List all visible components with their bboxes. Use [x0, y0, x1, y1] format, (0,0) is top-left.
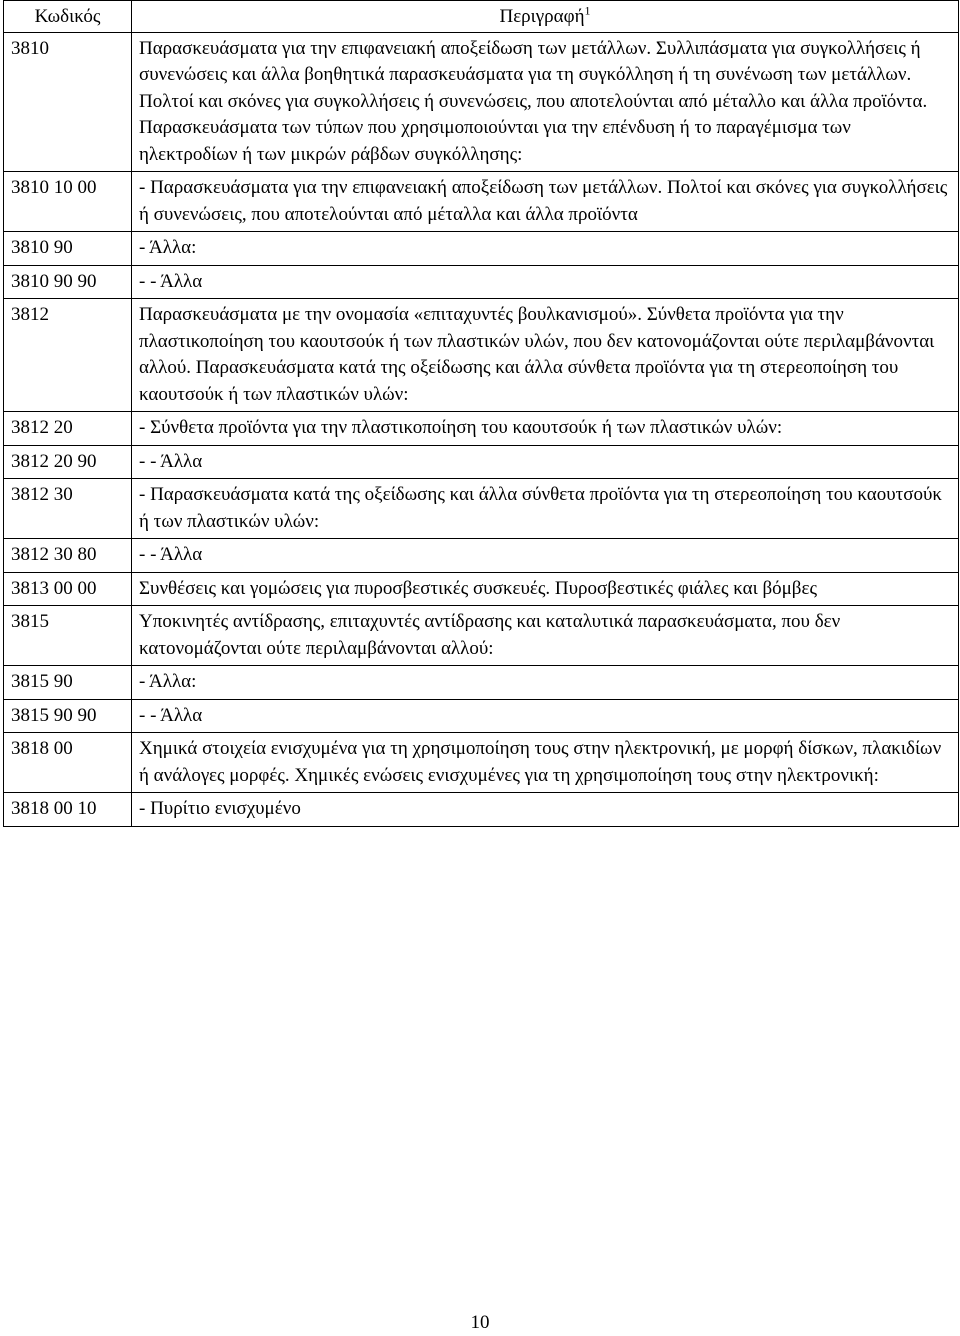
page-number: 10 — [470, 1312, 490, 1333]
row-description: - Παρασκευάσματα κατά της οξείδωσης και άλλα σύνθετα προϊόντα για τη στερεοποίηση του καουτσούκ ή των πλαστικών υλών: — [132, 479, 959, 539]
row-code: 3812 30 80 — [4, 539, 132, 573]
row-description: - - Άλλα — [132, 539, 959, 573]
row-code: 3810 — [4, 32, 132, 172]
table-row — [4, 572, 959, 606]
row-description: - Πυρίτιο ενισχυμένο — [132, 793, 959, 827]
table-row — [4, 666, 959, 700]
row-description: Χημικά στοιχεία ενισχυμένα για τη χρησιμοποίηση τους στην ηλεκτρονική, με μορφή δίσκων, πλακιδίων ή ανάλογες μορφές. Χημικές ενώσεις ενισχυμένες για τη χρησιμοποίηση τους στην ηλεκτρονική: — [132, 733, 959, 793]
row-code: 3810 10 00 — [4, 172, 132, 232]
row-description: - - Άλλα — [132, 445, 959, 479]
table-row — [4, 793, 959, 827]
row-description: - - Άλλα — [132, 265, 959, 299]
table-row — [4, 265, 959, 299]
row-code: 3815 90 90 — [4, 699, 132, 733]
footnote-marker: 1 — [584, 3, 591, 18]
row-description: Παρασκευάσματα με την ονομασία «επιταχυντές βουλκανισμού». Σύνθετα προϊόντα για την πλαστικοποίηση του καουτσούκ ή των πλαστικών υλών, που δεν κατονομάζονται ούτε περιλαμβάνονται αλλού. Παρασκευάσματα κατά της οξείδωσης και άλλα σύνθετα προϊόντα για τη στερεοποίηση του καουτσούκ ή των πλαστικών υλών: — [132, 299, 959, 412]
table-row — [4, 445, 959, 479]
table-row — [4, 733, 959, 793]
table-row — [4, 299, 959, 412]
tariff-codes-table — [3, 0, 959, 827]
header-description-label: Περιγραφή — [499, 6, 585, 27]
header-code-label: Κωδικός — [34, 6, 101, 27]
row-code: 3813 00 00 — [4, 572, 132, 606]
row-description: Υποκινητές αντίδρασης, επιταχυντές αντίδρασης και καταλυτικά παρασκευάσματα, που δεν κατονομάζονται ούτε περιλαμβάνονται αλλού: — [132, 606, 959, 666]
table-row — [4, 172, 959, 232]
header-code — [4, 1, 132, 33]
row-code: 3810 90 90 — [4, 265, 132, 299]
row-description: - Άλλα: — [132, 232, 959, 266]
table-row — [4, 539, 959, 573]
row-code: 3812 20 90 — [4, 445, 132, 479]
row-code: 3815 90 — [4, 666, 132, 700]
row-code: 3812 20 — [4, 412, 132, 446]
table-row — [4, 32, 959, 172]
header-description — [132, 1, 959, 33]
row-code: 3812 — [4, 299, 132, 412]
row-code: 3818 00 — [4, 733, 132, 793]
table-row — [4, 479, 959, 539]
table-row — [4, 412, 959, 446]
table-row — [4, 606, 959, 666]
row-code: 3810 90 — [4, 232, 132, 266]
row-description: Παρασκευάσματα για την επιφανειακή αποξείδωση των μετάλλων. Συλλιπάσματα για συγκολλήσεις ή συνενώσεις και άλλα βοηθητικά παρασκευάσματα για τη συγκόλληση ή τη συνένωση των μετάλλων. Πολτοί και σκόνες για συγκολλήσεις ή συνενώσεις, που αποτελούνται από μέταλλο και άλλα προϊόντα. Παρασκευάσματα των τύπων που χρησιμοποιούνται για την επένδυση ή το παραγέμισμα των ηλεκτροδίων ή των μικρών ράβδων συγκόλλησης: — [132, 32, 959, 172]
row-code: 3818 00 10 — [4, 793, 132, 827]
table-header-row — [4, 1, 959, 33]
row-description: - Παρασκευάσματα για την επιφανειακή αποξείδωση των μετάλλων. Πολτοί και σκόνες για συγκολλήσεις ή συνενώσεις, που αποτελούνται από μέταλλα και άλλα προϊόντα — [132, 172, 959, 232]
row-code: 3812 30 — [4, 479, 132, 539]
row-description: - - Άλλα — [132, 699, 959, 733]
row-description: - Άλλα: — [132, 666, 959, 700]
row-code: 3815 — [4, 606, 132, 666]
table-row — [4, 232, 959, 266]
row-description: - Σύνθετα προϊόντα για την πλαστικοποίηση του καουτσούκ ή των πλαστικών υλών: — [132, 412, 959, 446]
table-row — [4, 699, 959, 733]
row-description: Συνθέσεις και γομώσεις για πυροσβεστικές συσκευές. Πυροσβεστικές φιάλες και βόμβες — [132, 572, 959, 606]
